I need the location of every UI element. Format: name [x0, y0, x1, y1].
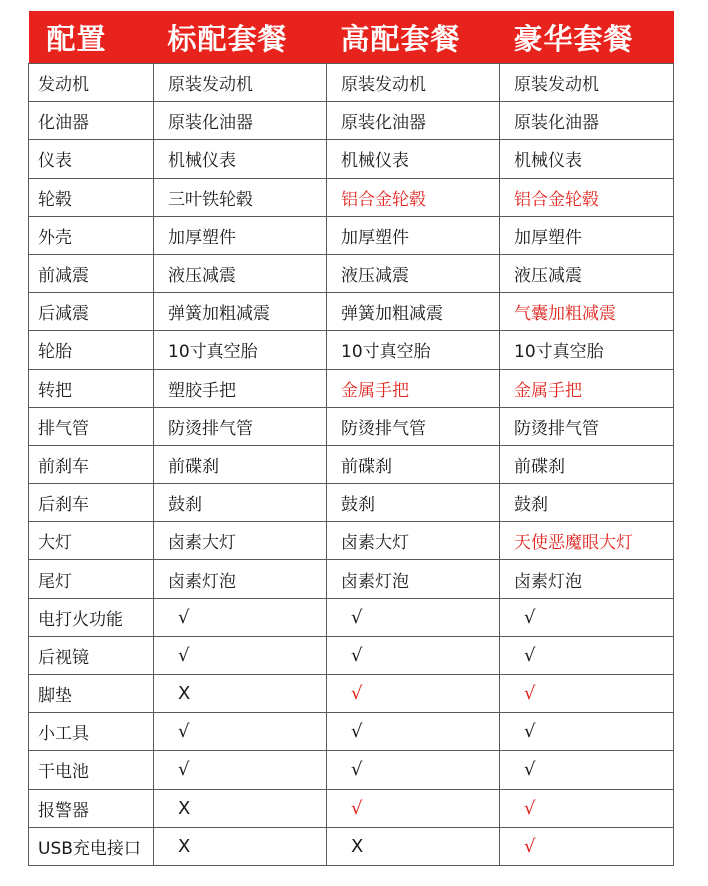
- check-mark-icon: √: [178, 644, 190, 666]
- luxury-cell: 加厚塑件: [500, 216, 674, 254]
- header-premium-package: 高配套餐: [327, 11, 500, 64]
- table-row: [29, 407, 674, 445]
- row-label: 后减震: [29, 293, 154, 331]
- package-comparison-table: [28, 11, 674, 866]
- luxury-cell: 金属手把: [500, 369, 674, 407]
- check-mark-icon: √: [524, 683, 536, 705]
- standard-cell: 前碟刹: [154, 445, 327, 483]
- standard-cell: [154, 598, 327, 636]
- luxury-cell: [500, 636, 674, 674]
- standard-cell: 10寸真空胎: [154, 331, 327, 369]
- row-label: 大灯: [29, 522, 154, 560]
- standard-cell: 防烫排气管: [154, 407, 327, 445]
- table-row: [29, 331, 674, 369]
- check-mark-icon: √: [524, 835, 536, 857]
- standard-cell: 卤素大灯: [154, 522, 327, 560]
- table-row: [29, 827, 674, 865]
- header-standard-package: 标配套餐: [154, 11, 327, 64]
- row-label: 仪表: [29, 140, 154, 178]
- premium-cell: 金属手把: [327, 369, 500, 407]
- standard-cell: 液压减震: [154, 254, 327, 292]
- luxury-cell: [500, 827, 674, 865]
- table-row: [29, 293, 674, 331]
- standard-cell: [154, 713, 327, 751]
- table-body: [29, 64, 674, 866]
- premium-cell: 铝合金轮毂: [327, 178, 500, 216]
- row-label: 转把: [29, 369, 154, 407]
- header-config: 配置: [29, 11, 154, 64]
- standard-cell: 弹簧加粗减震: [154, 293, 327, 331]
- row-label: 化油器: [29, 102, 154, 140]
- row-label: 轮毂: [29, 178, 154, 216]
- luxury-cell: 前碟刹: [500, 445, 674, 483]
- check-mark-icon: √: [178, 721, 190, 743]
- premium-cell: 前碟刹: [327, 445, 500, 483]
- premium-cell: [327, 598, 500, 636]
- standard-cell: 加厚塑件: [154, 216, 327, 254]
- standard-cell: 鼓刹: [154, 484, 327, 522]
- table-row: [29, 522, 674, 560]
- premium-cell: 机械仪表: [327, 140, 500, 178]
- check-mark-icon: √: [351, 644, 363, 666]
- premium-cell: [327, 636, 500, 674]
- table-row: [29, 64, 674, 102]
- check-mark-icon: √: [178, 759, 190, 781]
- check-mark-icon: √: [524, 797, 536, 819]
- luxury-cell: 原装化油器: [500, 102, 674, 140]
- standard-cell: [154, 789, 327, 827]
- table-row: [29, 751, 674, 789]
- table-row: [29, 369, 674, 407]
- table-row: [29, 102, 674, 140]
- check-mark-icon: √: [351, 606, 363, 628]
- standard-cell: [154, 827, 327, 865]
- table-row: [29, 789, 674, 827]
- row-label: 电打火功能: [29, 598, 154, 636]
- luxury-cell: 鼓刹: [500, 484, 674, 522]
- check-mark-icon: √: [524, 721, 536, 743]
- standard-cell: [154, 751, 327, 789]
- luxury-cell: 卤素灯泡: [500, 560, 674, 598]
- standard-cell: 三叶铁轮毂: [154, 178, 327, 216]
- cross-mark-icon: X: [178, 797, 191, 819]
- premium-cell: [327, 675, 500, 713]
- standard-cell: 机械仪表: [154, 140, 327, 178]
- check-mark-icon: √: [524, 606, 536, 628]
- luxury-cell: 原装发动机: [500, 64, 674, 102]
- row-label: 轮胎: [29, 331, 154, 369]
- row-label: 后刹车: [29, 484, 154, 522]
- premium-cell: [327, 751, 500, 789]
- premium-cell: [327, 789, 500, 827]
- cross-mark-icon: X: [178, 835, 191, 857]
- luxury-cell: [500, 713, 674, 751]
- cross-mark-icon: X: [178, 683, 191, 705]
- row-label: USB充电接口: [29, 827, 154, 865]
- luxury-cell: [500, 675, 674, 713]
- standard-cell: 塑胶手把: [154, 369, 327, 407]
- premium-cell: 原装化油器: [327, 102, 500, 140]
- table-header: [29, 11, 674, 64]
- premium-cell: 弹簧加粗减震: [327, 293, 500, 331]
- row-label: 脚垫: [29, 675, 154, 713]
- header-row: [29, 11, 674, 64]
- row-label: 报警器: [29, 789, 154, 827]
- premium-cell: [327, 713, 500, 751]
- standard-cell: 卤素灯泡: [154, 560, 327, 598]
- premium-cell: 卤素大灯: [327, 522, 500, 560]
- standard-cell: [154, 675, 327, 713]
- premium-cell: 加厚塑件: [327, 216, 500, 254]
- table-row: [29, 254, 674, 292]
- standard-cell: [154, 636, 327, 674]
- check-mark-icon: √: [524, 759, 536, 781]
- premium-cell: 防烫排气管: [327, 407, 500, 445]
- standard-cell: 原装化油器: [154, 102, 327, 140]
- table-row: [29, 560, 674, 598]
- row-label: 尾灯: [29, 560, 154, 598]
- premium-cell: 液压减震: [327, 254, 500, 292]
- table-row: [29, 140, 674, 178]
- luxury-cell: [500, 789, 674, 827]
- row-label: 小工具: [29, 713, 154, 751]
- table-row: [29, 713, 674, 751]
- standard-cell: 原装发动机: [154, 64, 327, 102]
- check-mark-icon: √: [524, 644, 536, 666]
- check-mark-icon: √: [351, 721, 363, 743]
- luxury-cell: 液压减震: [500, 254, 674, 292]
- table-row: [29, 216, 674, 254]
- row-label: 前刹车: [29, 445, 154, 483]
- row-label: 干电池: [29, 751, 154, 789]
- check-mark-icon: √: [351, 797, 363, 819]
- row-label: 外壳: [29, 216, 154, 254]
- check-mark-icon: √: [178, 606, 190, 628]
- luxury-cell: 机械仪表: [500, 140, 674, 178]
- premium-cell: 原装发动机: [327, 64, 500, 102]
- comparison-table-container: [28, 11, 673, 866]
- luxury-cell: [500, 751, 674, 789]
- premium-cell: 10寸真空胎: [327, 331, 500, 369]
- check-mark-icon: √: [351, 759, 363, 781]
- premium-cell: 卤素灯泡: [327, 560, 500, 598]
- table-row: [29, 445, 674, 483]
- table-row: [29, 675, 674, 713]
- check-mark-icon: √: [351, 683, 363, 705]
- luxury-cell: [500, 598, 674, 636]
- luxury-cell: 气囊加粗减震: [500, 293, 674, 331]
- row-label: 发动机: [29, 64, 154, 102]
- row-label: 排气管: [29, 407, 154, 445]
- premium-cell: 鼓刹: [327, 484, 500, 522]
- row-label: 后视镜: [29, 636, 154, 674]
- luxury-cell: 铝合金轮毂: [500, 178, 674, 216]
- luxury-cell: 10寸真空胎: [500, 331, 674, 369]
- luxury-cell: 天使恶魔眼大灯: [500, 522, 674, 560]
- luxury-cell: 防烫排气管: [500, 407, 674, 445]
- table-row: [29, 598, 674, 636]
- table-row: [29, 178, 674, 216]
- table-row: [29, 484, 674, 522]
- header-luxury-package: 豪华套餐: [500, 11, 674, 64]
- row-label: 前减震: [29, 254, 154, 292]
- table-row: [29, 636, 674, 674]
- premium-cell: [327, 827, 500, 865]
- cross-mark-icon: X: [351, 835, 364, 857]
